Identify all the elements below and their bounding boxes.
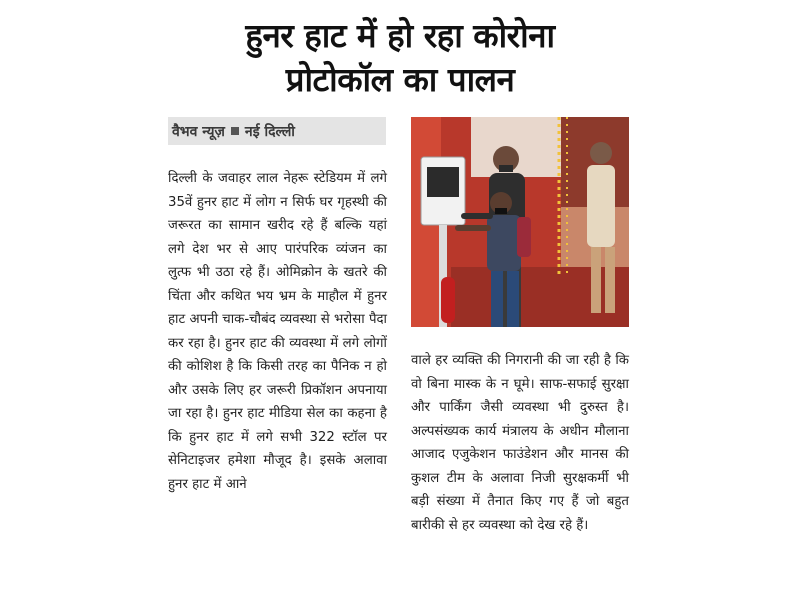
- byline-source: वैभव न्यूज़: [172, 123, 225, 140]
- article-body-part-1: दिल्ली के जवाहर लाल नेहरू स्टेडियम में लगे 35वें हुनर हाट में लोग न सिर्फ घर गृहस्थी की जरूरत का सामान खरीद रहे हैं बल्कि यहां लगे देश भर से आए पारंपरिक व्यंजन का लुत्फ भी उठा रहे हैं। ओमिक्रोन के खतरे की चिंता और कथित भय भ्रम के माहौल में हुनर हाट अपनी चाक-चौबंद व्यवस्था से भरोसा पैदा कर रहा है। हुनर हाट की व्यवस्था में लगे लोगों की कोशिश है कि किसी तरह का पैनिक न हो और उसके लिए हर जरूरी प्रिकॉशन अपनाया जा रहा है। हुनर हाट मीडिया सेल का कहना है कि हुनर हाट में लगे सभी 322 स्टॉल पर सेनिटाइजर हमेशा मौजूद है। इसके अलावा हुनर हाट में आने: [168, 171, 387, 492]
- byline-separator: [231, 127, 239, 135]
- byline: [168, 117, 386, 145]
- article-column-2: [411, 349, 629, 537]
- headline-line-1: हुनर हाट में हो रहा कोरोना: [245, 16, 555, 55]
- article-column-1: [168, 167, 387, 496]
- headline-line-2: प्रोटोकॉल का पालन: [285, 60, 515, 99]
- headline: [120, 14, 680, 102]
- article-body-part-2: वाले हर व्यक्ति की निगरानी की जा रही है कि वो बिना मास्क के न घूमे। साफ-सफाई सुरक्षा और पार्किंग जैसी व्यवस्था भी दुरुस्त है। अल्पसंख्यक कार्य मंत्रालय के अधीन मौलाना आजाद एजुकेशन फाउंडेशन और मानस की कुशल टीम के अलावा निजी सुरक्षकर्मी भी बड़ी संख्या में तैनात किए गए हैं जो बहुत बारीकी से हर व्यवस्था को देख रहे हैं।: [411, 353, 629, 533]
- news-photo: [411, 117, 629, 327]
- byline-place: नई दिल्ली: [244, 123, 295, 140]
